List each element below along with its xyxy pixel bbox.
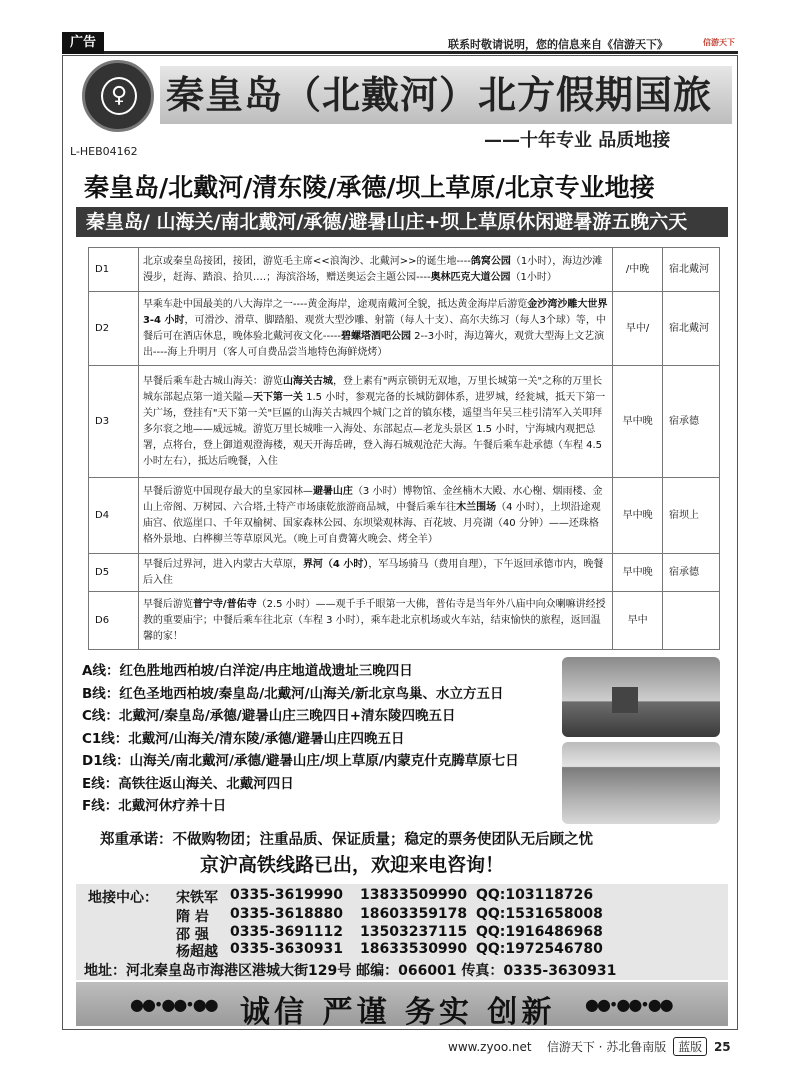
day-label: D5 xyxy=(89,554,139,592)
hotel-info: 宿承德 xyxy=(663,366,720,478)
day-description: 早餐后游览中国现存最大的皇家园林—避暑山庄（3 小时）博物馆、金丝楠木大殿、水心榭、烟雨楼、金山上帝阁、万树园、六合塔,土特产市场康乾旅游商品城，中餐后乘车往木兰围场（4 小时），上坝沿途观庙宫、依巡崖口、千年双榆树、国家森林公园、东坝梁观林海、百花坡、月亮湖（40 分钟）——还珠格格外景地、白桦柳兰等草原风光。（晚上可自费篝火晚会、烤全羊） xyxy=(138,478,612,554)
contact-phone: 0335-3619990 xyxy=(230,887,343,903)
license-number: L-HEB04162 xyxy=(70,145,138,158)
contact-phone: 0335-3630931 xyxy=(230,941,343,957)
list-item: F线：北戴河休疗养十日 xyxy=(82,798,227,814)
company-address: 地址：河北秦皇岛市海港区港城大街129号 邮编：066001 传真：0335-3630931 xyxy=(84,963,617,979)
list-item: E线：高铁往返山海关、北戴河四日 xyxy=(82,775,294,792)
itinerary-table xyxy=(88,247,720,650)
company-logo xyxy=(82,60,154,132)
contact-mobile: 18633530990 xyxy=(360,941,468,957)
decorative-dots-icon: ●●•●●•●● xyxy=(585,995,672,1014)
logo-emblem-icon: ♀ xyxy=(101,77,137,115)
contact-name: 隋 岩 xyxy=(176,909,209,925)
day-label: D6 xyxy=(89,592,139,650)
meal-info: /中晚 xyxy=(613,248,663,292)
company-title: 秦皇岛（北戴河）北方假期国旅 xyxy=(160,66,732,124)
contact-mobile: 18603359178 xyxy=(360,906,468,922)
table-row xyxy=(89,248,720,292)
day-label: D3 xyxy=(89,366,139,478)
contact-qq: QQ:1972546780 xyxy=(476,941,603,957)
list-item: C线：北戴河/秦皇岛/承德/避暑山庄三晚四日+清东陵四晚五日 xyxy=(82,708,456,724)
site-url[interactable]: www.zyoo.net xyxy=(448,1040,532,1054)
table-row xyxy=(89,592,720,650)
contact-phone: 0335-3691112 xyxy=(230,924,343,940)
page-number: 25 xyxy=(713,1040,731,1054)
day-label: D4 xyxy=(89,478,139,554)
table-row xyxy=(89,366,720,478)
fortress-tower xyxy=(612,687,638,713)
list-item: C1线：北戴河/山海关/清东陵/承德/避暑山庄四晚五日 xyxy=(82,730,405,747)
ad-label: 广告 xyxy=(62,32,104,54)
meal-info: 早中晚 xyxy=(613,554,663,592)
contact-note: 联系时敬请说明，您的信息来自《信游天下》 xyxy=(448,38,668,51)
contact-name: 杨超越 xyxy=(176,944,218,960)
contact-name: 宋铁军 xyxy=(176,890,218,906)
list-item: D1线：山海关/南北戴河/承德/避暑山庄/坝上草原/内蒙克什克腾草原七日 xyxy=(82,753,519,769)
page-footer xyxy=(448,1037,731,1056)
decorative-dots-icon: ●●•●●•●● xyxy=(130,995,217,1014)
day-label: D2 xyxy=(89,292,139,366)
hotel-info: 宿北戴河 xyxy=(663,292,720,366)
route-title: 秦皇岛/ 山海关/南北戴河/承德/避暑山庄+坝上草原休闲避暑游五晚六天 xyxy=(76,207,728,237)
table-row xyxy=(89,292,720,366)
day-label: D1 xyxy=(89,248,139,292)
contact-qq: QQ:103118726 xyxy=(476,887,594,903)
contact-mobile: 13503237115 xyxy=(360,924,468,940)
contact-phone: 0335-3618880 xyxy=(230,906,343,922)
hotel-info: 宿承德 xyxy=(663,554,720,592)
day-description: 北京或秦皇岛接团，接团，游览毛主席<<浪淘沙、北戴河>>的诞生地----鸽窝公园（1小时），海边沙滩漫步，赶海、踏浪、拾贝….；海滨浴场，赠送奥运会主题公园----奥林匹克大道公园（1小时） xyxy=(138,248,612,292)
meal-info: 早中晚 xyxy=(613,478,663,554)
day-description: 早乘车赴中国最美的八大海岸之一----黄金海岸，途观南戴河全貌，抵达黄金海岸后游览金沙湾沙雕大世界 3-4 小时，可滑沙、滑草、脚踏船、观赏大型沙雕、射箭（每人十支）、高尔夫练习（每人3个球）等，中餐后可在酒店休息，晚体验北戴河夜文化-----碧螺塔酒吧公园 2--3小时，海边篝火，观赏大型海上文艺演出----海上升明月（客人可自费品尝当地特色海鲜烧烤） xyxy=(138,292,612,366)
hotel-info xyxy=(663,592,720,650)
destinations-heading: 秦皇岛/北戴河/清东陵/承德/坝上草原/北京专业地接 xyxy=(84,173,655,202)
contact-qq: QQ:1531658008 xyxy=(476,906,603,922)
service-promise: 郑重承诺：不做购物团；注重品质、保证质量；稳定的票务使团队无后顾之忧 xyxy=(100,832,593,848)
beach-photo xyxy=(562,742,720,824)
day-description: 早餐后游览普宁寺/普佑寺（2.5 小时）——观千手千眼第一大佛，普佑寺是当年外八庙中向众喇嘛讲经授教的重要庙宇；中餐后乘车往北京（车程 3 小时），乘车赴北京机场或火车站，结束愉快的旅程，返回温馨的家！ xyxy=(138,592,612,650)
contact-qq: QQ:1916486968 xyxy=(476,924,603,940)
magazine-logo: 信游天下 xyxy=(703,38,735,47)
meal-info: 早中晚 xyxy=(613,366,663,478)
magazine-name: 信游天下 · 苏北鲁南版 xyxy=(546,1040,667,1054)
edition-badge: 蓝版 xyxy=(673,1037,707,1056)
company-slogan: ——十年专业 品质地接 xyxy=(484,130,671,151)
day-description: 早餐后乘车赴古城山海关：游览山海关古城，登上素有"两京锁钥无双地，万里长城第一关"之称的万里长城东部起点第一道关隘—天下第一关 1.5 小时，参观完备的长城防御体系，进罗城，经瓮城，抵天下第一关广场，登挂有"天下第一关"巨匾的山海关古城四个城门之首的镇东楼，遥望当年吴三桂引清军入关叩拜多尔衮之地——威远城。游览万里长城唯一入海处、东部起点—老龙头景区 1.5 小时，宁海城内观把总署，点将台，登上御道观澄海楼，观天开海岳碑，登入海石城观沧茫大海。午餐后乘车赴承德（车程 4.5 小时左右），抵达后晚餐，入住 xyxy=(138,366,612,478)
list-item: B线：红色圣地西柏坡/秦皇岛/北戴河/山海关/新北京鸟巢、水立方五日 xyxy=(82,685,504,702)
great-wall-photo xyxy=(562,657,720,737)
contact-mobile: 13833509990 xyxy=(360,887,468,903)
tour-lines-list xyxy=(82,660,562,818)
list-item: A线：红色胜地西柏坡/白洋淀/冉庄地道战遗址三晚四日 xyxy=(82,663,413,679)
footer-slogan: 诚信 严谨 务实 创新 xyxy=(240,995,556,1030)
day-description: 早餐后过界河，进入内蒙古大草原，界河（4 小时），军马场骑马（费用自理），下午返回承德市内，晚餐后入住 xyxy=(138,554,612,592)
contact-center-label: 地接中心： xyxy=(88,890,158,906)
hotel-info: 宿北戴河 xyxy=(663,248,720,292)
consult-hotline: 京沪高铁线路已出，欢迎来电咨询！ xyxy=(200,854,505,876)
meal-info: 早中/ xyxy=(613,292,663,366)
hotel-info: 宿坝上 xyxy=(663,478,720,554)
table-row xyxy=(89,554,720,592)
meal-info: 早中 xyxy=(613,592,663,650)
table-row xyxy=(89,478,720,554)
contact-name: 邵 强 xyxy=(176,927,209,943)
